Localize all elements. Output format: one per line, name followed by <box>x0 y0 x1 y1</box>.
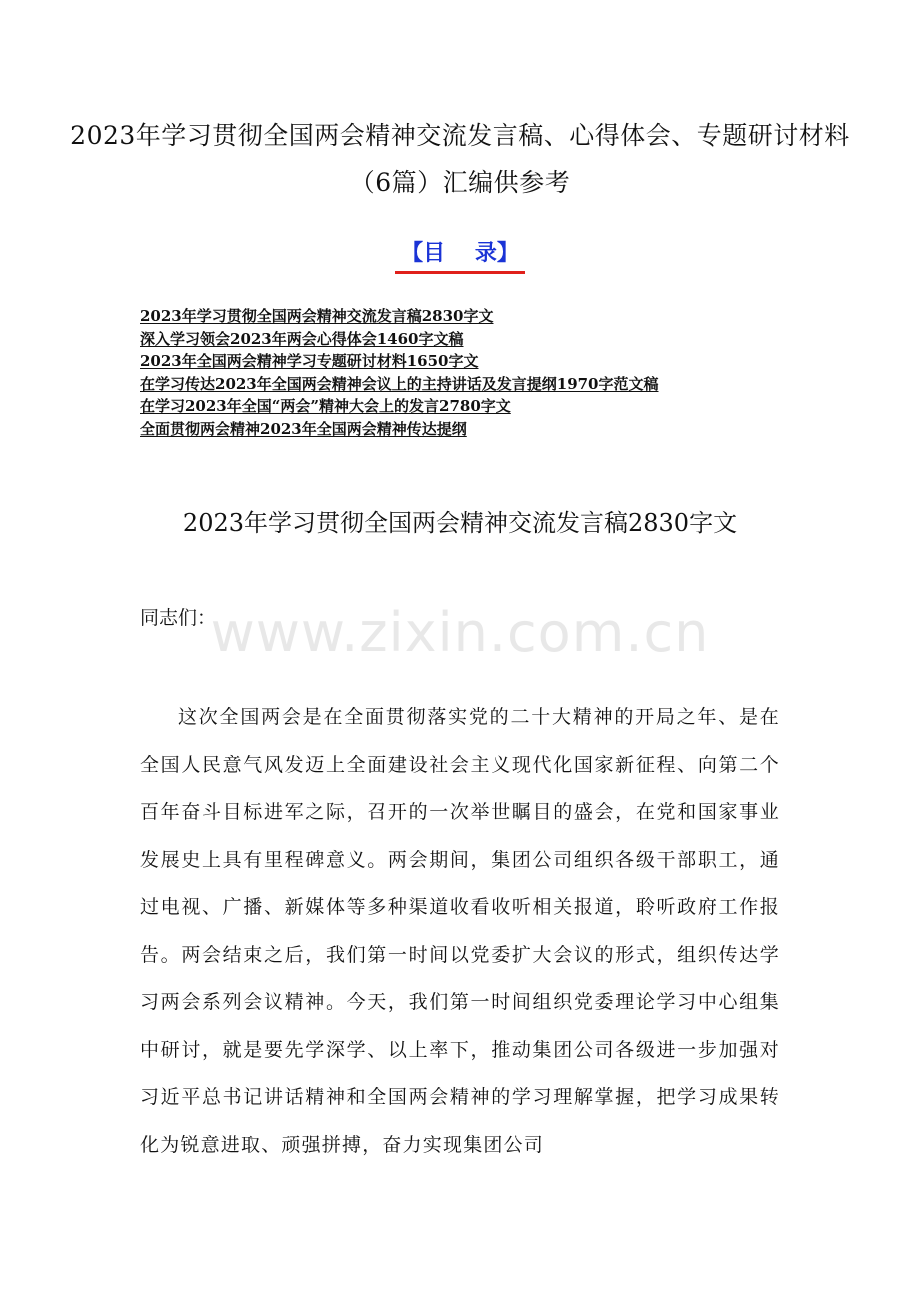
toc-item[interactable] <box>140 328 840 351</box>
section-title: 2023年学习贯彻全国两会精神交流发言稿2830字文 <box>182 509 738 537</box>
toc-link[interactable]: 在学习传达2023年全国两会精神会议上的主持讲话及发言提纲1970字范文稿 <box>140 374 659 393</box>
toc-link[interactable]: 在学习2023年全国“两会”精神大会上的发言2780字文 <box>140 397 511 415</box>
toc-item[interactable] <box>140 373 840 396</box>
document-title: 2023年学习贯彻全国两会精神交流发言稿、心得体会、专题研讨材料（6篇）汇编供参考 <box>70 121 850 197</box>
toc-item[interactable] <box>140 350 840 373</box>
toc-link[interactable]: 深入学习领会2023年两会心得体会1460字文稿 <box>140 329 464 348</box>
body-paragraph: 这次全国两会是在全面贯彻落实党的二十大精神的开局之年、是在全国人民意气风发迈上全面建设社会主义现代化国家新征程、向第二个百年奋斗目标进军之际，召开的一次举世瞩目的盛会，在党和国家事业发展史上具有里程碑意义。两会期间，集团公司组织各级干部职工，通过电视、广播、新媒体等多种渠道收看收听相关报道，聆听政府工作报告。两会结束之后，我们第一时间以党委扩大会议的形式，组织传达学习两会系列会议精神。今天，我们第一时间组织党委理论学习中心组集中研讨，就是要先学深学、以上率下，推动集团公司各级进一步加强对习近平总书记讲话精神和全国两会精神的学习理解掌握，把学习成果转化为锐意进取、顽强拼搏，奋力实现集团公司 <box>140 706 780 1156</box>
toc-link[interactable]: 2023年学习贯彻全国两会精神交流发言稿2830字文 <box>140 307 494 325</box>
toc-link[interactable]: 全面贯彻两会精神2023年全国两会精神传达提纲 <box>140 419 467 438</box>
toc-item[interactable] <box>140 305 840 328</box>
table-of-contents <box>140 305 840 440</box>
salutation: 同志们： <box>140 607 217 629</box>
toc-item[interactable] <box>140 395 840 418</box>
toc-item[interactable] <box>140 418 840 441</box>
watermark: www.zixin.com.cn <box>210 601 710 664</box>
toc-heading-label: 【目 录】 <box>395 236 525 274</box>
toc-link[interactable]: 2023年全国两会精神学习专题研讨材料1650字文 <box>140 352 479 370</box>
toc-heading <box>0 236 920 274</box>
